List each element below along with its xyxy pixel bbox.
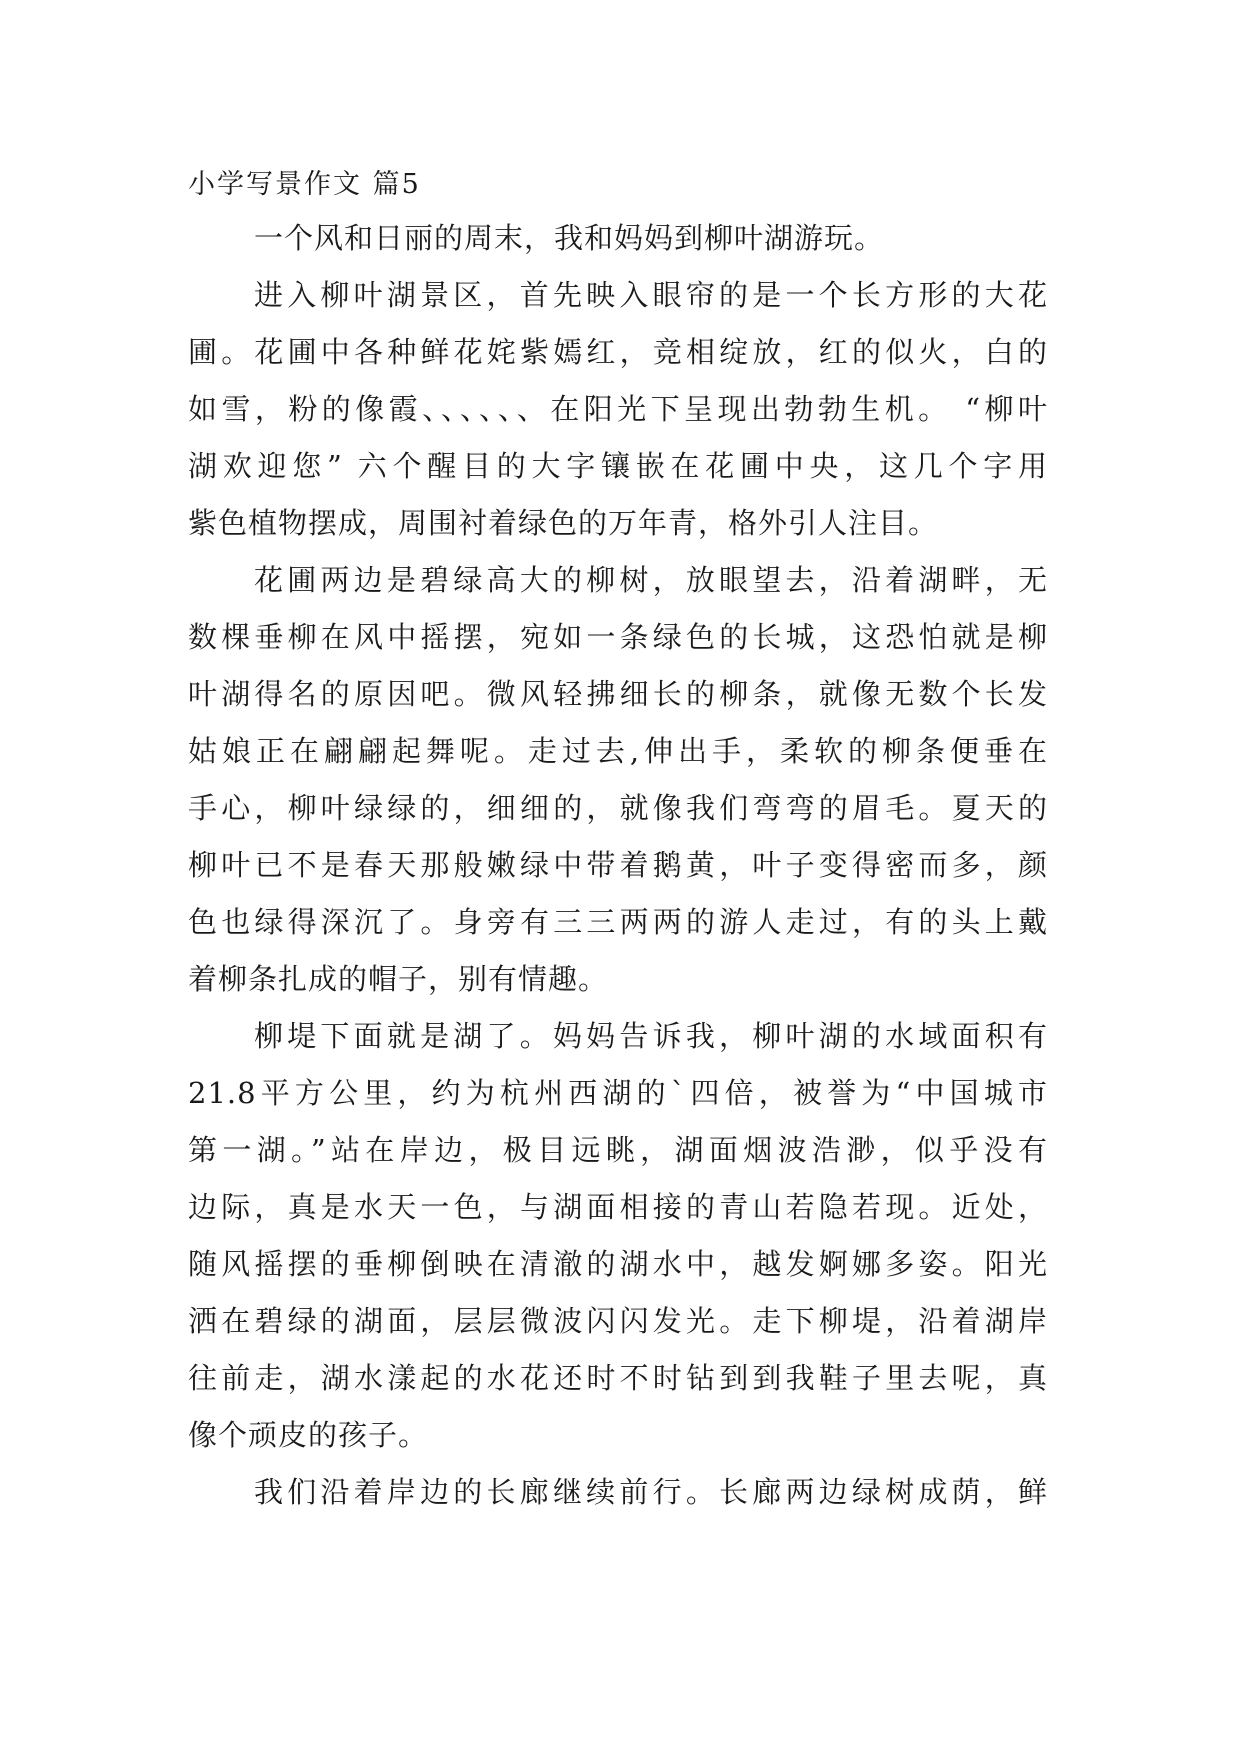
document-title: 小学写景作文 篇5 <box>188 169 421 200</box>
paragraph-line: 进入柳叶湖景区，首先映入眼帘的是一个长方形的大花 <box>254 278 1048 312</box>
paragraph-line: 柳堤下面就是湖了。妈妈告诉我，柳叶湖的水域面积有 <box>254 1019 1048 1053</box>
paragraph-line: 往前走，湖水漾起的水花还时不时钻到到我鞋子里去呢，真 <box>188 1361 1048 1395</box>
paragraph-line: 圃。花圃中各种鲜花姹紫嫣红，竞相绽放，红的似火，白的 <box>188 335 1048 369</box>
paragraph-line: 我们沿着岸边的长廊继续前行。长廊两边绿树成荫，鲜 <box>254 1475 1048 1509</box>
paragraph-line: 数棵垂柳在风中摇摆，宛如一条绿色的长城，这恐怕就是柳 <box>188 620 1048 654</box>
paragraph-line: 随风摇摆的垂柳倒映在清澈的湖水中，越发婀娜多姿。阳光 <box>188 1247 1048 1281</box>
paragraph-line: 边际，真是水天一色，与湖面相接的青山若隐若现。近处， <box>188 1190 1048 1224</box>
paragraph-line: 洒在碧绿的湖面，层层微波闪闪发光。走下柳堤，沿着湖岸 <box>188 1304 1048 1338</box>
paragraph-line: 手心，柳叶绿绿的，细细的，就像我们弯弯的眉毛。夏天的 <box>188 791 1048 825</box>
paragraph-line: 柳叶已不是春天那般嫩绿中带着鹅黄，叶子变得密而多，颜 <box>188 848 1048 882</box>
paragraph-line: 花圃两边是碧绿高大的柳树，放眼望去，沿着湖畔，无 <box>254 563 1048 597</box>
paragraph-line: 21.8平方公里，约为杭州西湖的`四倍，被誉为“中国城市 <box>188 1076 1048 1110</box>
paragraph-line: 第一湖。”站在岸边，极目远眺，湖面烟波浩渺，似乎没有 <box>188 1133 1048 1167</box>
paragraph-line: 如雪，粉的像霞、、、、、、在阳光下呈现出勃勃生机。 “柳叶 <box>188 392 1048 426</box>
paragraph-line: 姑娘正在翩翩起舞呢。走过去,伸出手，柔软的柳条便垂在 <box>188 734 1048 768</box>
paragraph-line: 像个顽皮的孩子。 <box>188 1418 429 1452</box>
paragraph-line: 叶湖得名的原因吧。微风轻拂细长的柳条，就像无数个长发 <box>188 677 1048 711</box>
paragraph-line: 一个风和日丽的周末，我和妈妈到柳叶湖游玩。 <box>254 221 885 255</box>
paragraph-line: 着柳条扎成的帽子，别有情趣。 <box>188 962 609 996</box>
paragraph-line: 紫色植物摆成，周围衬着绿色的万年青，格外引人注目。 <box>188 506 939 540</box>
paragraph-line: 湖欢迎您” 六个醒目的大字镶嵌在花圃中央，这几个字用 <box>188 449 1048 483</box>
paragraph-line: 色也绿得深沉了。身旁有三三两两的游人走过，有的头上戴 <box>188 905 1048 939</box>
